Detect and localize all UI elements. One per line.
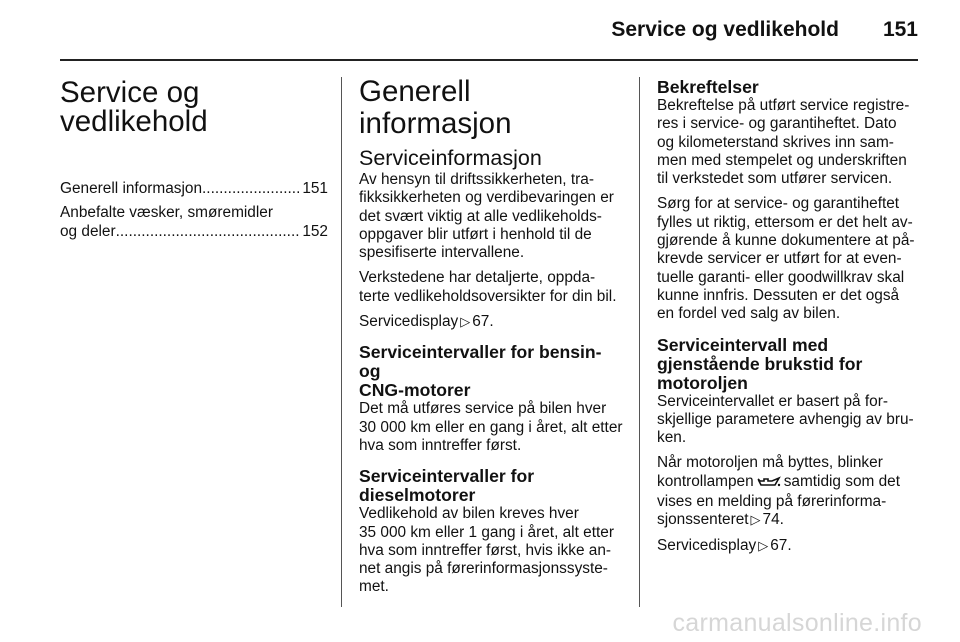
- cross-reference[interactable]: Servicedisplay ▷ 67.: [657, 536, 792, 554]
- subsection-heading: Serviceintervall med gjenstående brukstid for motoroljen: [657, 334, 863, 393]
- toc-page: 152: [302, 222, 328, 240]
- watermark: carmanualsonline.info: [672, 609, 922, 637]
- page-number: 151: [882, 18, 918, 41]
- toc-entry[interactable]: [60, 180, 328, 198]
- paragraph: Av hensyn til driftssikkerheten, tra- fikksikkerheten og verdibevaringen er det svært viktig at alle vedlikeholds- oppgaver blir utført i henhold til de spesifiserte intervallene.: [359, 171, 614, 262]
- toc-page: 151: [302, 180, 328, 197]
- petrol-interval-section: [359, 343, 624, 455]
- reference-arrow-icon: ▷: [750, 512, 761, 528]
- confirmation-section: [657, 78, 923, 324]
- paragraph: Vedlikehold av bilen kreves hver 35 000 km eller 1 gang i året, alt etter hva som inntreffer først, hvis ikke an- net angis på førerinformasjonssyste- met.: [359, 505, 614, 596]
- header-title: Service og vedlikehold: [611, 18, 839, 41]
- content-column-1: [359, 74, 624, 604]
- column-divider: [341, 77, 342, 607]
- reference-arrow-icon: ▷: [758, 537, 769, 553]
- header-rule: [60, 59, 918, 61]
- toc-label: Generell informasjon: [60, 180, 203, 197]
- paragraph: Sørg for at service- og garantiheftet fylles ut riktig, ettersom er det helt av- gjørende å kunne dokumentere at på- krevde servicer er utført for at even- tuelle garanti- eller goodwillkrav skal kunne innfris. Dessuten er det også en fordel ved salg av bilen.: [657, 195, 915, 323]
- paragraph: Det må utføres service på bilen hver 30 000 km eller en gang i året, alt etter hva som inntreffer først.: [359, 400, 623, 454]
- diesel-interval-section: [359, 467, 624, 596]
- chapter-column: [60, 74, 328, 247]
- paragraph: Bekreftelse på utført service registre- res i service- og garantiheftet. Dato og kilometerstand skrives inn sam- men med stempelet og underskriften til verkstedet som utfører servicen.: [657, 97, 910, 188]
- oil-interval-section: [657, 336, 923, 555]
- toc-label: Anbefalte væsker, smøremidler: [60, 204, 273, 222]
- section-heading: Generell informasjon: [359, 75, 512, 140]
- cross-reference[interactable]: Servicedisplay ▷ 67.: [359, 313, 494, 331]
- subsection-heading: Bekreftelser: [657, 77, 759, 97]
- paragraph: Verkstedene har detaljerte, oppda- terte vedlikeholdsoversikter for din bil.: [359, 269, 617, 305]
- chapter-title: Service og vedlikehold: [60, 76, 208, 138]
- subsection-heading: Serviceintervaller for bensin- og CNG-motorer: [359, 342, 602, 401]
- service-info-section: [359, 146, 624, 331]
- toc-leader: [116, 223, 301, 241]
- cross-reference[interactable]: sjonssenteret ▷ 74.: [657, 511, 784, 529]
- paragraph: Når motoroljen må byttes, blinker kontrollampen samtidig som det vises en melding på førerinforma- sjonssenteret ▷ 74.: [657, 454, 923, 529]
- toc-entry[interactable]: [60, 204, 328, 241]
- oil-can-icon: [757, 475, 781, 493]
- toc-leader: [202, 180, 300, 198]
- toc-label: og deler: [60, 222, 116, 240]
- column-divider: [639, 77, 640, 607]
- running-header: [60, 18, 918, 48]
- paragraph: Serviceintervallet er basert på for- skjellige parametere avhengig av bru- ken.: [657, 392, 914, 447]
- content-column-2: [657, 74, 923, 562]
- reference-arrow-icon: ▷: [460, 314, 471, 330]
- subsection-heading: Serviceinformasjon: [359, 146, 542, 170]
- subsection-heading: Serviceintervaller for dieselmotorer: [359, 466, 535, 506]
